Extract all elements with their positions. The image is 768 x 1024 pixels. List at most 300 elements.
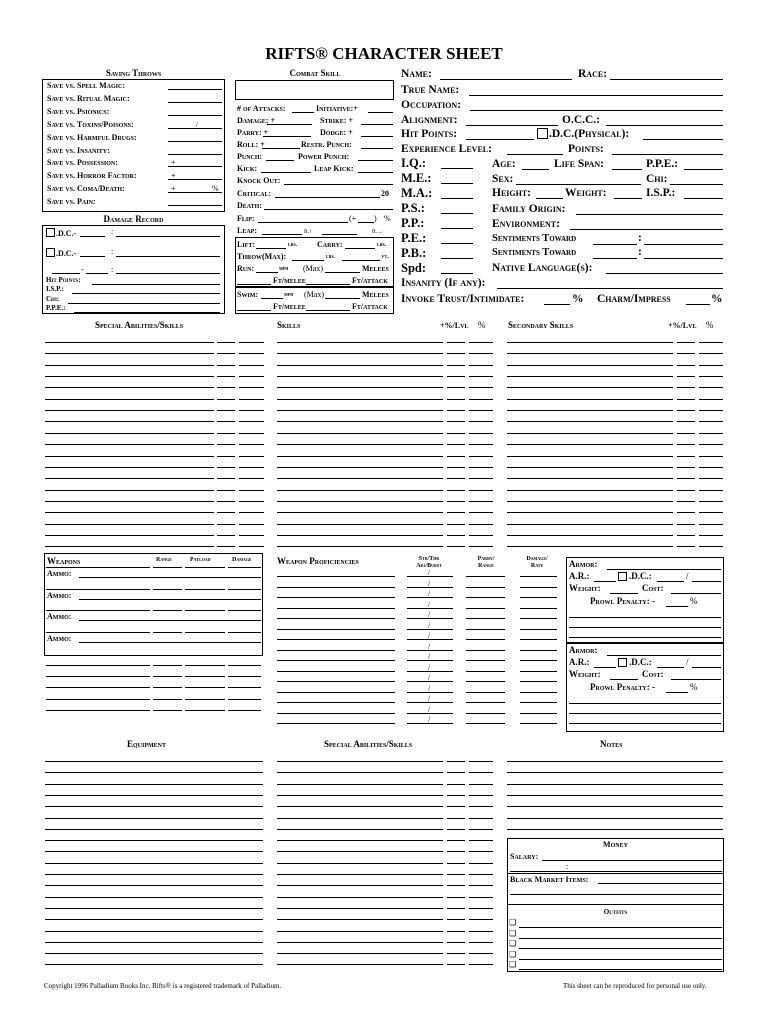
- weapon-range-line[interactable]: [153, 632, 182, 633]
- equipment-line[interactable]: [45, 829, 263, 830]
- special-ability-pct-line[interactable]: [217, 467, 235, 468]
- proficiency-damage-line[interactable]: [520, 608, 557, 609]
- special-ability-pct-line[interactable]: [217, 546, 235, 547]
- skill-line[interactable]: [277, 410, 443, 411]
- weapon-damage-line[interactable]: [228, 567, 261, 568]
- isp-field[interactable]: [684, 198, 723, 199]
- skill-pct-line[interactable]: [469, 535, 493, 536]
- special-ability-line[interactable]: [277, 885, 443, 886]
- armor-dc-checkbox-icon[interactable]: [618, 572, 627, 581]
- weapon-name-line[interactable]: [46, 567, 150, 568]
- proficiency-parry-line[interactable]: [466, 608, 505, 609]
- skill-pct-line[interactable]: [447, 387, 465, 388]
- special-ability-pct-line[interactable]: [469, 863, 493, 864]
- secondary-skill-pct-line[interactable]: [699, 421, 723, 422]
- secondary-skill-pct-line[interactable]: [677, 478, 695, 479]
- special-ability-pct-line[interactable]: [239, 535, 264, 536]
- secondary-skill-pct-line[interactable]: [699, 365, 723, 366]
- weapon-payload-line[interactable]: [185, 589, 225, 590]
- special-ability-pct-line[interactable]: [217, 365, 235, 366]
- weapon-payload-line[interactable]: [185, 687, 225, 688]
- special-ability-line[interactable]: [45, 410, 214, 411]
- secondary-skill-line[interactable]: [507, 524, 673, 525]
- saving-throw-field[interactable]: [168, 128, 222, 129]
- special-ability-pct-line[interactable]: [447, 964, 465, 965]
- outfit-checkbox-icon[interactable]: ❑: [509, 939, 517, 948]
- proficiency-line[interactable]: [277, 587, 395, 588]
- weapon-range-line[interactable]: [153, 676, 182, 677]
- special-ability-line[interactable]: [277, 818, 443, 819]
- saving-throw-field[interactable]: [168, 166, 222, 167]
- outfit-line[interactable]: [519, 969, 722, 970]
- special-ability-pct-line[interactable]: [447, 784, 465, 785]
- special-ability-line[interactable]: [45, 524, 214, 525]
- special-ability-line[interactable]: [277, 829, 443, 830]
- skill-pct-line[interactable]: [447, 535, 465, 536]
- weapon-payload-line[interactable]: [185, 632, 225, 633]
- secondary-skill-line[interactable]: [507, 399, 673, 400]
- special-ability-line[interactable]: [277, 806, 443, 807]
- ammo-field[interactable]: [79, 620, 261, 621]
- weapon-range-line[interactable]: [153, 687, 182, 688]
- special-ability-pct-line[interactable]: [239, 342, 264, 343]
- special-ability-line[interactable]: [45, 365, 214, 366]
- weapon-range-line[interactable]: [153, 699, 182, 700]
- special-ability-pct-line[interactable]: [239, 490, 264, 491]
- proficiency-damage-line[interactable]: [520, 597, 557, 598]
- secondary-skill-line[interactable]: [507, 387, 673, 388]
- secondary-skill-pct-line[interactable]: [677, 501, 695, 502]
- notes-line[interactable]: [507, 806, 723, 807]
- skill-pct-line[interactable]: [447, 501, 465, 502]
- weapon-range-line[interactable]: [153, 710, 182, 711]
- special-ability-line[interactable]: [45, 501, 214, 502]
- special-ability-line[interactable]: [277, 840, 443, 841]
- equipment-line[interactable]: [45, 818, 263, 819]
- special-ability-pct-line[interactable]: [239, 376, 264, 377]
- proficiency-line[interactable]: [277, 692, 395, 693]
- weapon-range-line[interactable]: [153, 589, 182, 590]
- weapon-name-line[interactable]: [46, 589, 150, 590]
- special-ability-pct-line[interactable]: [217, 387, 235, 388]
- weapon-damage-line[interactable]: [228, 589, 261, 590]
- armor-field[interactable]: [607, 655, 721, 656]
- special-ability-line[interactable]: [277, 772, 443, 773]
- special-ability-pct-line[interactable]: [447, 772, 465, 773]
- special-ability-pct-line[interactable]: [217, 353, 235, 354]
- equipment-line[interactable]: [45, 874, 263, 875]
- proficiency-parry-line[interactable]: [466, 692, 505, 693]
- combat-field[interactable]: [361, 124, 393, 125]
- name-field[interactable]: [440, 79, 572, 80]
- special-ability-pct-line[interactable]: [469, 829, 493, 830]
- armor-dc-checkbox-icon[interactable]: [618, 658, 627, 667]
- special-ability-line[interactable]: [277, 761, 443, 762]
- secondary-skill-line[interactable]: [507, 444, 673, 445]
- special-ability-pct-line[interactable]: [469, 851, 493, 852]
- special-ability-pct-line[interactable]: [239, 444, 264, 445]
- skill-pct-line[interactable]: [469, 524, 493, 525]
- skill-line[interactable]: [277, 467, 443, 468]
- skill-line[interactable]: [277, 421, 443, 422]
- proficiency-line[interactable]: [277, 702, 395, 703]
- outfit-line[interactable]: [519, 927, 722, 928]
- armor-note-line[interactable]: [569, 617, 721, 618]
- points-field[interactable]: [612, 154, 723, 155]
- skill-pct-line[interactable]: [447, 421, 465, 422]
- armor-note-line[interactable]: [569, 723, 721, 724]
- weapon-range-line[interactable]: [153, 567, 182, 568]
- special-ability-line[interactable]: [277, 942, 443, 943]
- weapon-name-line[interactable]: [46, 665, 150, 666]
- combat-field[interactable]: [361, 148, 393, 149]
- proficiency-damage-line[interactable]: [520, 576, 557, 577]
- secondary-skill-pct-line[interactable]: [677, 524, 695, 525]
- equipment-line[interactable]: [45, 885, 263, 886]
- combat-field[interactable]: [262, 148, 300, 149]
- special-ability-line[interactable]: [277, 931, 443, 932]
- combat-field[interactable]: [264, 209, 393, 210]
- skill-pct-line[interactable]: [447, 478, 465, 479]
- secondary-skill-pct-line[interactable]: [677, 399, 695, 400]
- weapon-damage-line[interactable]: [228, 632, 261, 633]
- secondary-skill-pct-line[interactable]: [699, 444, 723, 445]
- weapon-name-line[interactable]: [46, 676, 150, 677]
- combat-field[interactable]: [322, 234, 357, 235]
- attribute-field[interactable]: [441, 243, 473, 244]
- skill-line[interactable]: [277, 456, 443, 457]
- notes-line[interactable]: [507, 761, 723, 762]
- special-ability-pct-line[interactable]: [469, 806, 493, 807]
- combat-field[interactable]: [262, 234, 302, 235]
- equipment-line[interactable]: [45, 897, 263, 898]
- dc-record-1[interactable]: [46, 228, 76, 239]
- special-ability-pct-line[interactable]: [447, 874, 465, 875]
- proficiency-line[interactable]: [277, 629, 395, 630]
- special-ability-line[interactable]: [277, 851, 443, 852]
- occupation-field[interactable]: [470, 110, 723, 111]
- combat-field[interactable]: [266, 160, 294, 161]
- proficiency-line[interactable]: [277, 723, 395, 724]
- saving-throw-field[interactable]: [168, 192, 222, 193]
- weapon-payload-line[interactable]: [185, 710, 225, 711]
- secondary-skill-line[interactable]: [507, 421, 673, 422]
- alignment-field[interactable]: [466, 125, 558, 126]
- proficiency-parry-line[interactable]: [466, 660, 505, 661]
- secondary-skill-pct-line[interactable]: [699, 478, 723, 479]
- special-ability-pct-line[interactable]: [239, 421, 264, 422]
- skill-pct-line[interactable]: [447, 524, 465, 525]
- special-ability-line[interactable]: [45, 490, 214, 491]
- secondary-skill-pct-line[interactable]: [677, 490, 695, 491]
- equipment-line[interactable]: [45, 784, 263, 785]
- notes-line[interactable]: [507, 818, 723, 819]
- special-ability-line[interactable]: [45, 546, 214, 547]
- special-ability-pct-line[interactable]: [239, 546, 264, 547]
- prowl-penalty-field[interactable]: [666, 606, 688, 607]
- secondary-skill-pct-line[interactable]: [699, 512, 723, 513]
- weapon-name-line[interactable]: [46, 687, 150, 688]
- secondary-skill-line[interactable]: [507, 512, 673, 513]
- combat-field[interactable]: [267, 124, 312, 125]
- skill-line[interactable]: [277, 433, 443, 434]
- secondary-skill-line[interactable]: [507, 433, 673, 434]
- special-ability-line[interactable]: [45, 376, 214, 377]
- special-ability-pct-line[interactable]: [239, 501, 264, 502]
- outfit-line[interactable]: [519, 938, 722, 939]
- special-ability-pct-line[interactable]: [469, 897, 493, 898]
- attribute-field[interactable]: [441, 198, 473, 199]
- combat-field[interactable]: [358, 160, 393, 161]
- special-ability-line[interactable]: [45, 512, 214, 513]
- weapon-name-line[interactable]: [46, 699, 150, 700]
- secondary-skill-pct-line[interactable]: [699, 524, 723, 525]
- skill-pct-line[interactable]: [469, 342, 493, 343]
- proficiency-parry-line[interactable]: [466, 576, 505, 577]
- armor-dc-field[interactable]: [657, 581, 684, 582]
- combat-field[interactable]: [292, 112, 314, 113]
- special-ability-pct-line[interactable]: [469, 953, 493, 954]
- secondary-skill-pct-line[interactable]: [699, 433, 723, 434]
- outfit-line[interactable]: [519, 959, 722, 960]
- sentiments-value-2[interactable]: [644, 258, 723, 259]
- proficiency-line[interactable]: [277, 618, 395, 619]
- special-ability-pct-line[interactable]: [217, 535, 235, 536]
- equipment-line[interactable]: [45, 863, 263, 864]
- special-ability-line[interactable]: [277, 919, 443, 920]
- dc-physical-checkbox-icon[interactable]: [537, 128, 548, 139]
- special-ability-line[interactable]: [45, 399, 214, 400]
- special-ability-pct-line[interactable]: [217, 456, 235, 457]
- special-ability-pct-line[interactable]: [239, 433, 264, 434]
- special-ability-pct-line[interactable]: [217, 490, 235, 491]
- dc-checkbox-icon[interactable]: [46, 248, 55, 257]
- secondary-skill-pct-line[interactable]: [677, 546, 695, 547]
- proficiency-line[interactable]: [277, 671, 395, 672]
- proficiency-line[interactable]: [277, 713, 395, 714]
- skill-pct-line[interactable]: [447, 353, 465, 354]
- skill-line[interactable]: [277, 490, 443, 491]
- skill-pct-line[interactable]: [447, 546, 465, 547]
- special-ability-pct-line[interactable]: [469, 964, 493, 965]
- secondary-skill-line[interactable]: [507, 501, 673, 502]
- special-ability-pct-line[interactable]: [217, 433, 235, 434]
- secondary-skill-pct-line[interactable]: [699, 467, 723, 468]
- special-ability-pct-line[interactable]: [469, 931, 493, 932]
- proficiency-damage-line[interactable]: [520, 723, 557, 724]
- weight-field[interactable]: [614, 198, 642, 199]
- armor-ar-field[interactable]: [594, 667, 616, 668]
- special-ability-pct-line[interactable]: [239, 524, 264, 525]
- sex-field[interactable]: [516, 184, 641, 185]
- special-ability-pct-line[interactable]: [469, 840, 493, 841]
- secondary-skill-line[interactable]: [507, 490, 673, 491]
- skill-line[interactable]: [277, 353, 443, 354]
- special-ability-line[interactable]: [45, 467, 214, 468]
- armor-cost-field[interactable]: [671, 679, 721, 680]
- attribute-field[interactable]: [441, 183, 473, 184]
- special-ability-pct-line[interactable]: [447, 897, 465, 898]
- special-ability-line[interactable]: [45, 353, 214, 354]
- outfit-checkbox-icon[interactable]: ❑: [509, 928, 517, 938]
- special-ability-pct-line[interactable]: [469, 818, 493, 819]
- combat-field[interactable]: [361, 136, 393, 137]
- environment-field[interactable]: [570, 229, 723, 230]
- weapon-damage-line[interactable]: [228, 676, 261, 677]
- special-ability-line[interactable]: [45, 444, 214, 445]
- combat-field[interactable]: [284, 184, 393, 185]
- proficiency-line[interactable]: [277, 650, 395, 651]
- secondary-skill-line[interactable]: [507, 365, 673, 366]
- special-ability-line[interactable]: [45, 387, 214, 388]
- saving-throw-field[interactable]: [168, 115, 222, 116]
- secondary-skill-pct-line[interactable]: [699, 342, 723, 343]
- special-ability-pct-line[interactable]: [469, 942, 493, 943]
- special-ability-pct-line[interactable]: [239, 467, 264, 468]
- secondary-skill-pct-line[interactable]: [677, 353, 695, 354]
- equipment-line[interactable]: [45, 806, 263, 807]
- special-ability-pct-line[interactable]: [469, 772, 493, 773]
- special-ability-pct-line[interactable]: [217, 421, 235, 422]
- proficiency-line[interactable]: [277, 681, 395, 682]
- proficiency-damage-line[interactable]: [520, 618, 557, 619]
- weapon-damage-line[interactable]: [228, 699, 261, 700]
- proficiency-parry-line[interactable]: [466, 713, 505, 714]
- skill-pct-line[interactable]: [447, 365, 465, 366]
- skill-line[interactable]: [277, 546, 443, 547]
- skill-line[interactable]: [277, 387, 443, 388]
- special-ability-line[interactable]: [277, 953, 443, 954]
- invoke-trust-field[interactable]: [544, 304, 570, 305]
- secondary-skill-pct-line[interactable]: [677, 376, 695, 377]
- weapon-name-line[interactable]: [46, 632, 150, 633]
- skill-pct-line[interactable]: [469, 376, 493, 377]
- special-ability-pct-line[interactable]: [217, 501, 235, 502]
- outfit-line[interactable]: [519, 948, 722, 949]
- combat-skill-input[interactable]: [235, 80, 394, 100]
- equipment-line[interactable]: [45, 942, 263, 943]
- proficiency-damage-line[interactable]: [520, 587, 557, 588]
- armor-weight-field[interactable]: [610, 679, 638, 680]
- skill-pct-line[interactable]: [447, 512, 465, 513]
- ammo-field[interactable]: [79, 599, 261, 600]
- armor-field[interactable]: [607, 569, 721, 570]
- secondary-skill-pct-line[interactable]: [699, 501, 723, 502]
- secondary-skill-pct-line[interactable]: [677, 535, 695, 536]
- prowl-penalty-field[interactable]: [666, 692, 688, 693]
- ppe-field[interactable]: [684, 169, 723, 170]
- skill-pct-line[interactable]: [447, 376, 465, 377]
- special-ability-pct-line[interactable]: [447, 840, 465, 841]
- secondary-skill-line[interactable]: [507, 376, 673, 377]
- saving-throw-field[interactable]: [168, 141, 222, 142]
- special-ability-pct-line[interactable]: [217, 376, 235, 377]
- special-ability-pct-line[interactable]: [447, 931, 465, 932]
- combat-field[interactable]: [358, 222, 374, 223]
- skill-line[interactable]: [277, 524, 443, 525]
- special-ability-pct-line[interactable]: [217, 342, 235, 343]
- saving-throw-field[interactable]: [168, 154, 222, 155]
- special-ability-line[interactable]: [277, 863, 443, 864]
- proficiency-line[interactable]: [277, 576, 395, 577]
- armor-note-line[interactable]: [569, 637, 721, 638]
- native-language-field[interactable]: [606, 273, 723, 274]
- special-ability-pct-line[interactable]: [239, 387, 264, 388]
- skill-pct-line[interactable]: [447, 433, 465, 434]
- special-ability-pct-line[interactable]: [217, 478, 235, 479]
- secondary-skill-pct-line[interactable]: [677, 433, 695, 434]
- weapon-range-line[interactable]: [153, 610, 182, 611]
- proficiency-parry-line[interactable]: [466, 681, 505, 682]
- saving-throw-field[interactable]: [168, 89, 222, 90]
- skill-pct-line[interactable]: [469, 433, 493, 434]
- armor-note-line[interactable]: [569, 703, 721, 704]
- notes-line[interactable]: [507, 829, 723, 830]
- skill-pct-line[interactable]: [469, 512, 493, 513]
- insanity-field[interactable]: [497, 288, 723, 289]
- occ-field[interactable]: [606, 125, 723, 126]
- ammo-field[interactable]: [79, 642, 261, 643]
- skill-line[interactable]: [277, 478, 443, 479]
- special-ability-pct-line[interactable]: [239, 365, 264, 366]
- proficiency-parry-line[interactable]: [466, 587, 505, 588]
- special-ability-line[interactable]: [277, 795, 443, 796]
- combat-field[interactable]: [275, 197, 380, 198]
- special-ability-line[interactable]: [277, 897, 443, 898]
- special-ability-pct-line[interactable]: [447, 851, 465, 852]
- special-ability-line[interactable]: [45, 433, 214, 434]
- experience-level-field[interactable]: [507, 154, 563, 155]
- skill-pct-line[interactable]: [447, 410, 465, 411]
- race-field[interactable]: [610, 79, 723, 80]
- weapon-payload-line[interactable]: [185, 665, 225, 666]
- secondary-skill-pct-line[interactable]: [677, 421, 695, 422]
- proficiency-parry-line[interactable]: [466, 639, 505, 640]
- proficiency-damage-line[interactable]: [520, 629, 557, 630]
- proficiency-damage-line[interactable]: [520, 660, 557, 661]
- proficiency-line[interactable]: [277, 597, 395, 598]
- proficiency-damage-line[interactable]: [520, 681, 557, 682]
- combat-field[interactable]: [261, 172, 311, 173]
- equipment-line[interactable]: [45, 908, 263, 909]
- dc-record-2[interactable]: [46, 248, 76, 259]
- special-ability-pct-line[interactable]: [217, 444, 235, 445]
- equipment-line[interactable]: [45, 772, 263, 773]
- special-ability-pct-line[interactable]: [469, 908, 493, 909]
- proficiency-parry-line[interactable]: [466, 618, 505, 619]
- special-ability-pct-line[interactable]: [447, 795, 465, 796]
- special-ability-pct-line[interactable]: [447, 908, 465, 909]
- special-ability-pct-line[interactable]: [239, 456, 264, 457]
- sentiments-value-1[interactable]: [644, 244, 723, 245]
- armor-weight-field[interactable]: [610, 593, 638, 594]
- special-ability-line[interactable]: [45, 342, 214, 343]
- proficiency-line[interactable]: [277, 608, 395, 609]
- armor-ar-field[interactable]: [594, 581, 616, 582]
- combat-field[interactable]: [263, 136, 311, 137]
- special-ability-pct-line[interactable]: [447, 863, 465, 864]
- proficiency-parry-line[interactable]: [466, 650, 505, 651]
- skill-pct-line[interactable]: [469, 478, 493, 479]
- secondary-skill-pct-line[interactable]: [699, 376, 723, 377]
- secondary-skill-pct-line[interactable]: [699, 387, 723, 388]
- equipment-line[interactable]: [45, 919, 263, 920]
- skill-pct-line[interactable]: [469, 353, 493, 354]
- proficiency-parry-line[interactable]: [466, 702, 505, 703]
- special-ability-pct-line[interactable]: [447, 818, 465, 819]
- dc-checkbox-icon[interactable]: [46, 228, 55, 237]
- secondary-skill-pct-line[interactable]: [699, 410, 723, 411]
